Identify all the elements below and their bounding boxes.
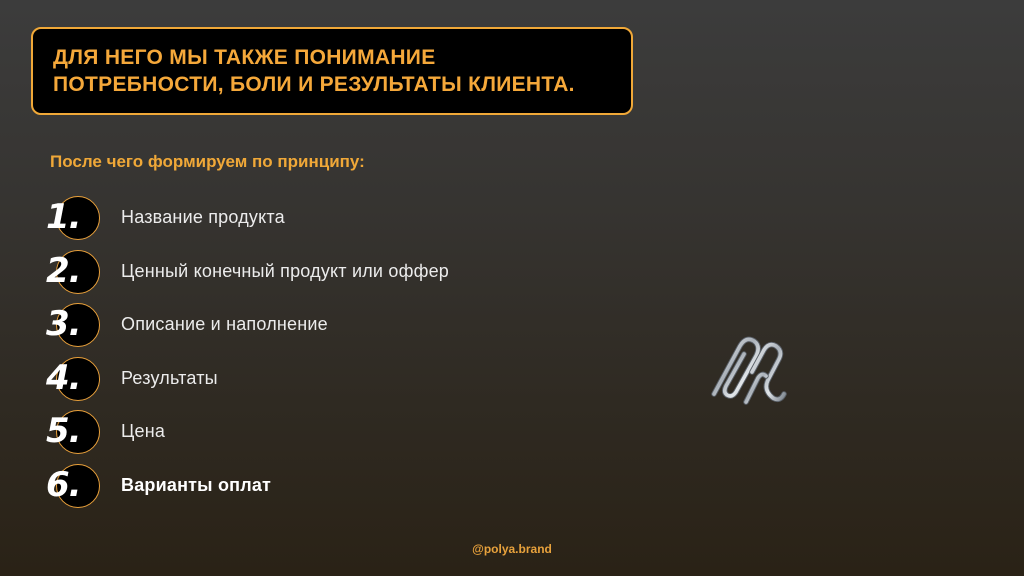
list-item [48,409,568,463]
item-label: Описание и наполнение [121,314,328,335]
list-item [48,302,568,356]
paperclip-icon [706,332,792,408]
subtitle: После чего формируем по принципу: [50,152,365,171]
steps-list [48,195,568,517]
item-label: Результаты [121,367,218,388]
item-label: Цена [121,421,166,442]
item-number: 2. [46,250,81,291]
item-number: 4. [46,357,81,398]
item-number: 5. [46,411,81,452]
item-number: 1. [46,197,81,237]
item-label: Название продукта [121,207,285,227]
list-item [48,356,568,410]
footer-handle: @polya.brand [472,542,552,556]
title-line-1: ДЛЯ НЕГО МЫ ТАКЖЕ ПОНИМАНИЕ [53,46,436,69]
item-number: 3. [46,304,81,345]
item-label: Варианты оплат [121,474,272,495]
title-box [31,27,633,115]
list-item [48,195,568,249]
title-line-2: ПОТРЕБНОСТИ, БОЛИ И РЕЗУЛЬТАТЫ КЛИЕНТА. [53,73,575,96]
list-item [48,249,568,303]
item-label: Ценный конечный продукт или оффер [121,260,450,281]
list-item [48,463,568,517]
item-number: 6. [46,464,81,505]
